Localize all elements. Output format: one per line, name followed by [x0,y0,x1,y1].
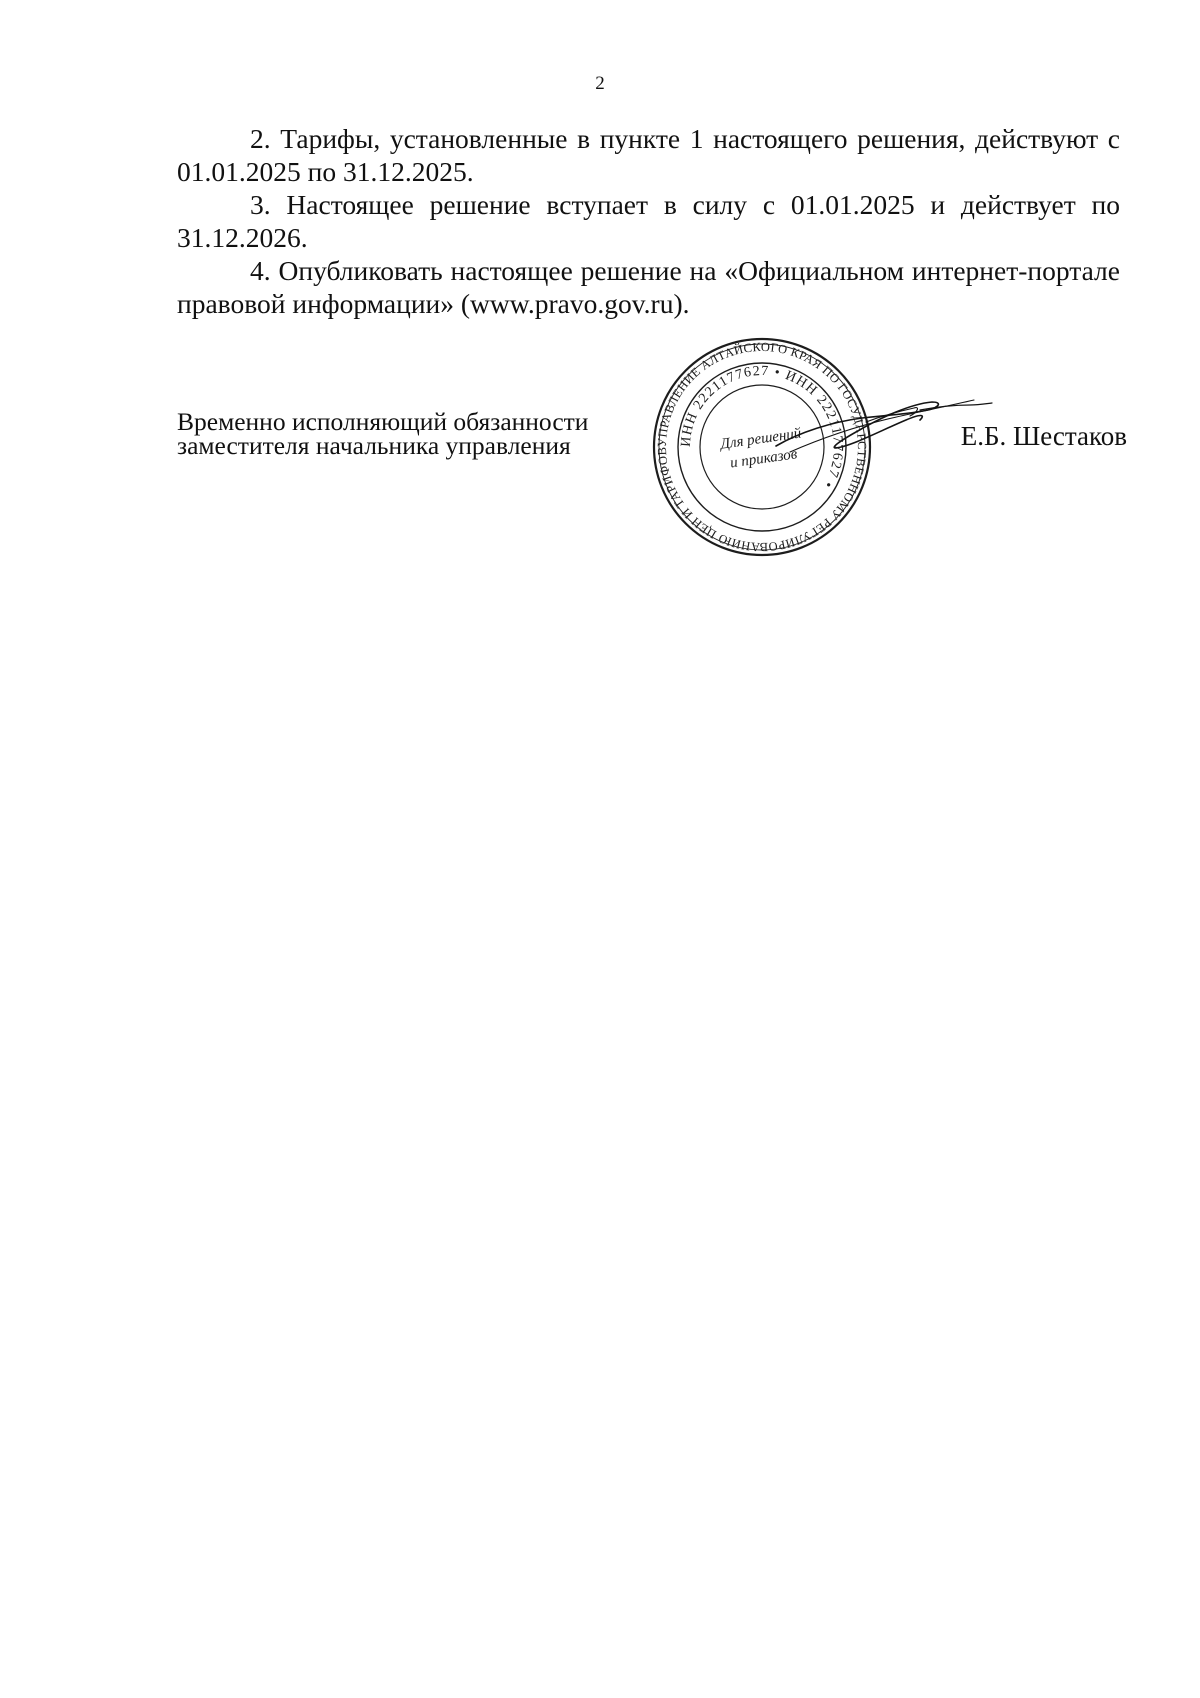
paragraph-tariff-period: 2. Тарифы, установленные в пункте 1 настоящего решения, действуют с 01.01.2025 по 31.12.2025. [177,123,1120,187]
stamp-inner-text-path: ИНН 2221177627 • ИНН 2221177627 • [678,363,846,492]
stamp-center-line-2: и приказов [729,446,799,472]
signer-name: Е.Б. Шестаков [960,421,1127,451]
document-body [177,122,1120,320]
signer-position-line-2: заместителя начальника управления [177,431,571,460]
paragraph-publication: 4. Опубликовать настоящее решение на «Официальном интернет-портале правовой информации» (www.pravo.gov.ru). [177,255,1120,319]
signer-position [177,407,589,460]
signer-position-line-1: Временно исполняющий обязанности [177,407,589,436]
stamp-center-line-1: Для решений [719,425,803,453]
stamp-outer-text-path: УПРАВЛЕНИЕ АЛТАЙСКОГО КРАЯ ПО ГОСУДАРСТВЕННОМУ РЕГУЛИРОВАНИЮ ЦЕН И ТАРИФОВ [654,339,870,555]
paragraph-effective-date: 3. Настоящее решение вступает в силу с 01.01.2025 и действует по 31.12.2026. [177,189,1120,253]
page-number: 2 [595,73,605,94]
